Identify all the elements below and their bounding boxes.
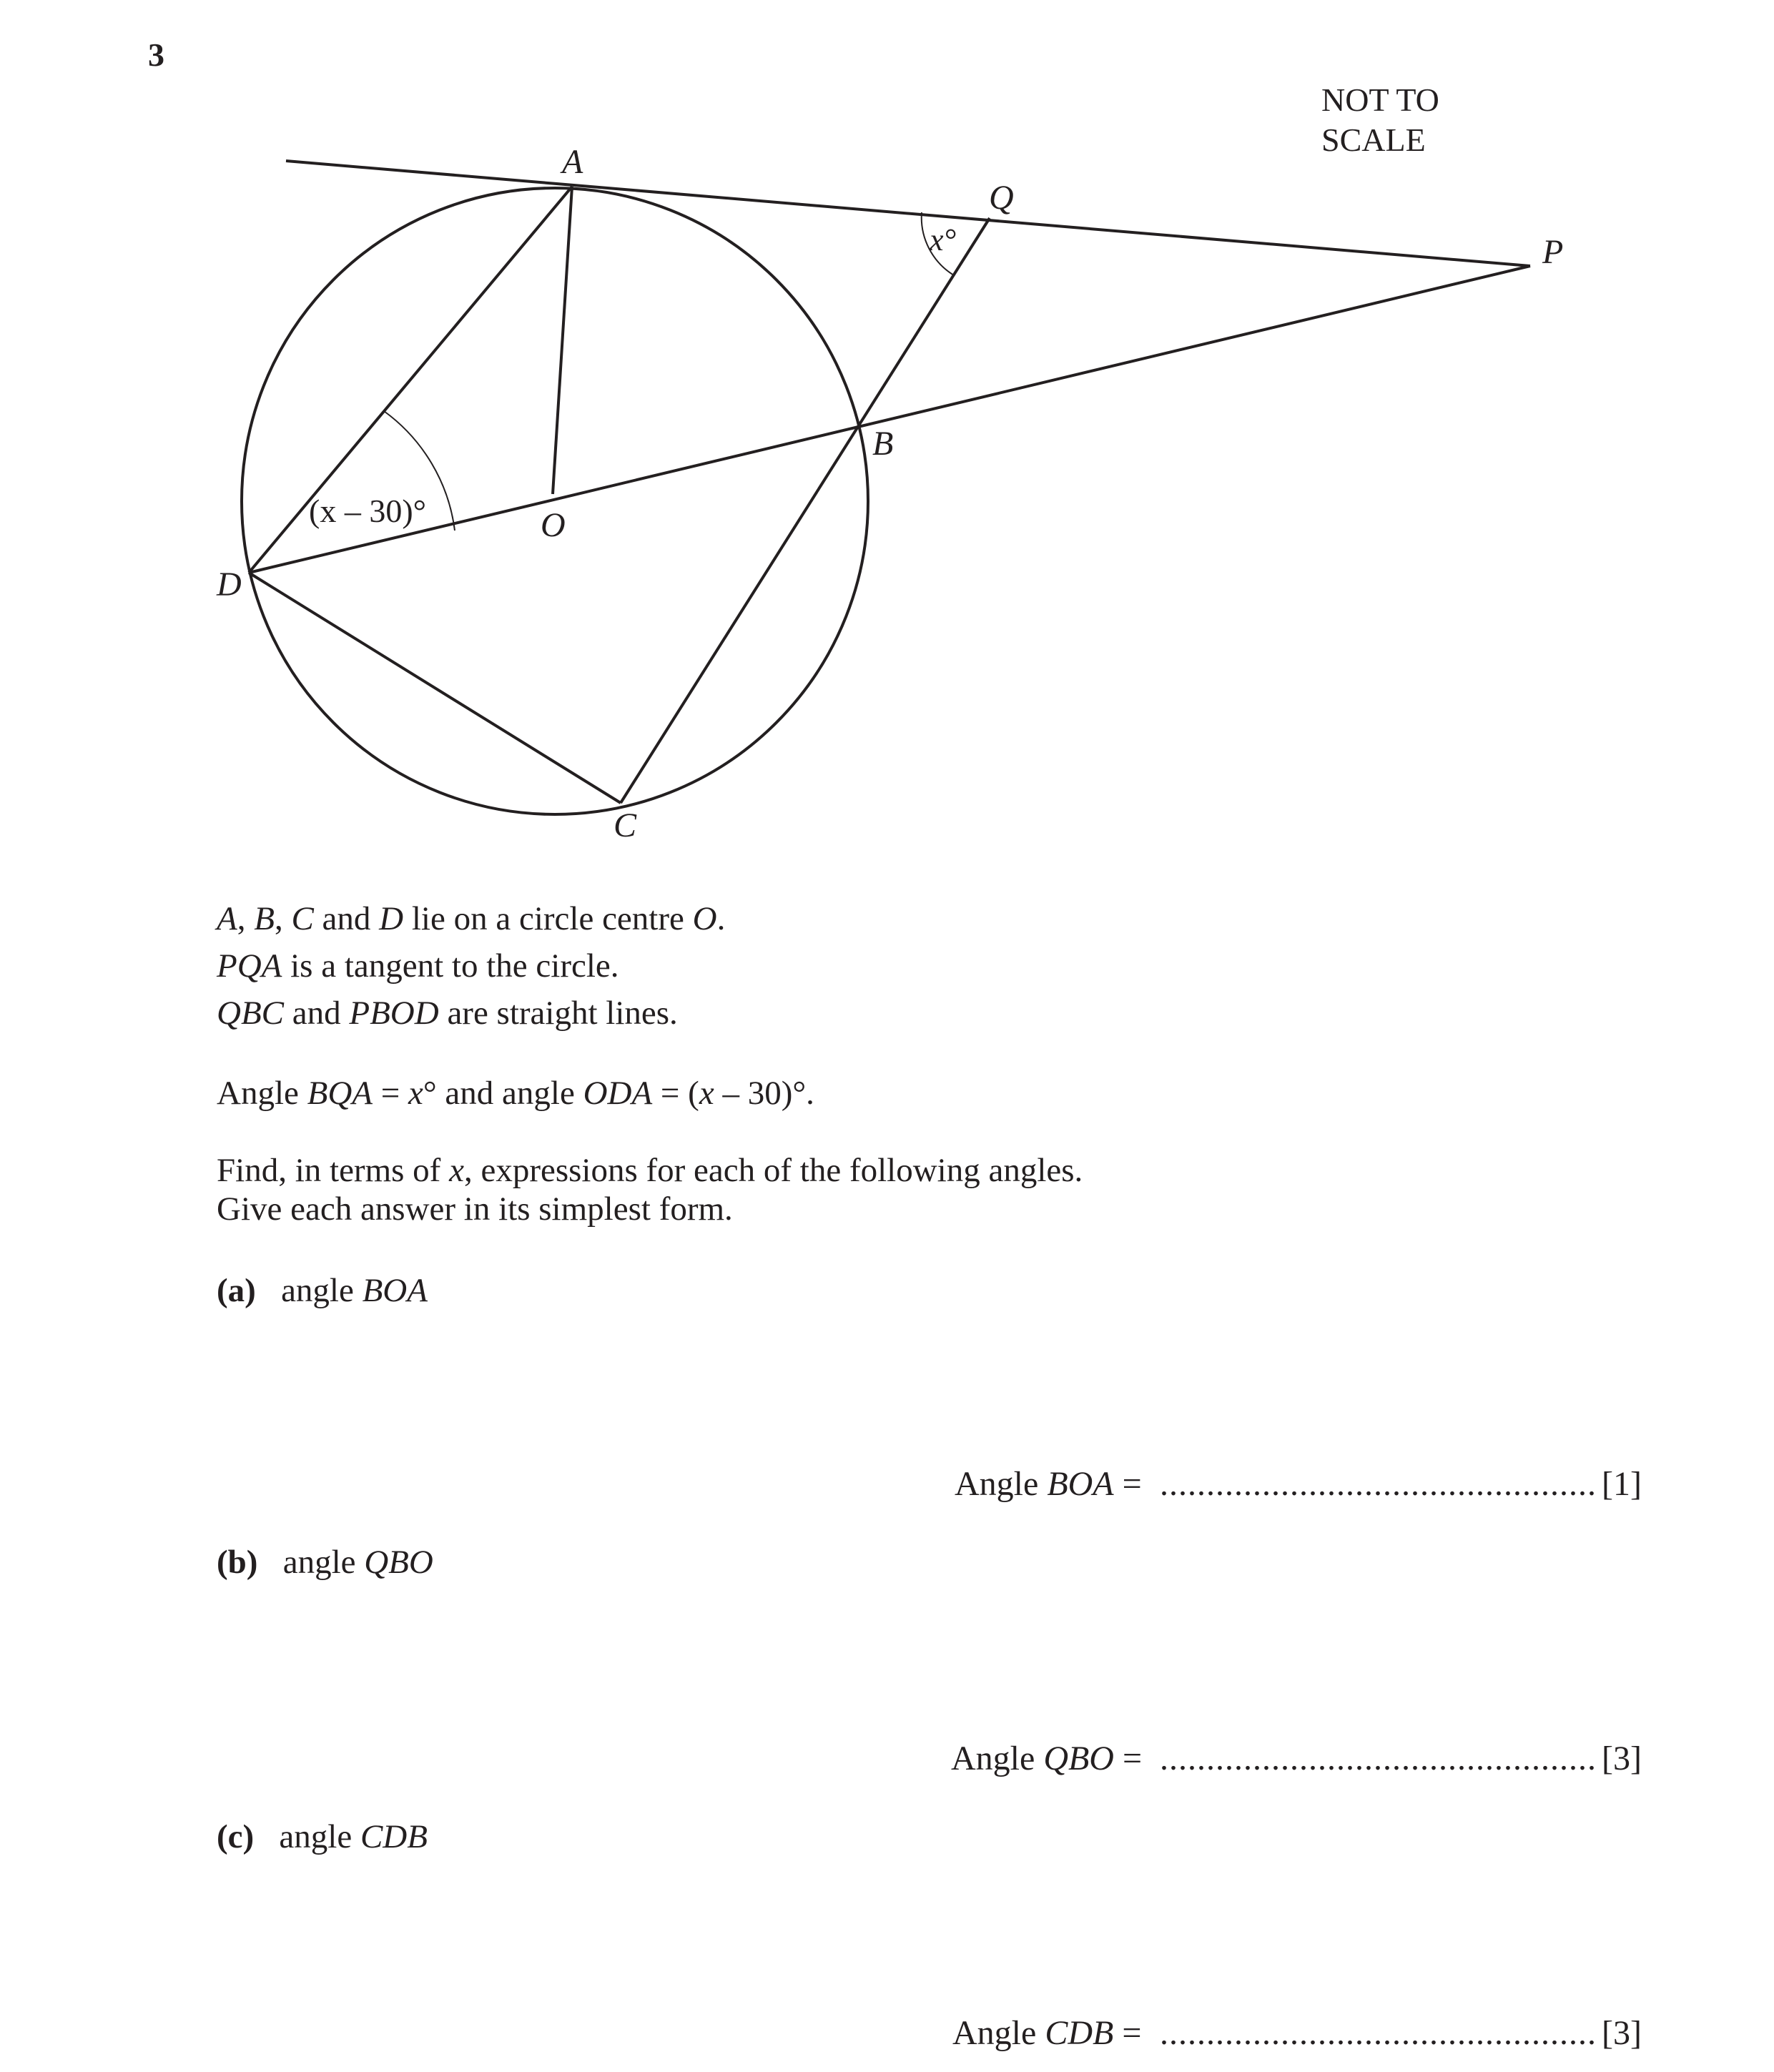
radius-oa — [553, 187, 572, 494]
question-number: 3 — [148, 36, 164, 73]
part-a-marks: [1] — [1602, 1465, 1642, 1503]
part-a-answer-field[interactable]: ............................................... — [1160, 1465, 1597, 1503]
statement-3: QBC and PBOD are straight lines. — [217, 995, 678, 1032]
line-pbod — [249, 266, 1530, 573]
part-c-marks: [3] — [1602, 2014, 1642, 2052]
angle-info: Angle BQA = x° and angle ODA = (x – 30)°. — [217, 1075, 814, 1112]
instruction-1: Find, in terms of x, expressions for each of the following angles. — [217, 1152, 1083, 1189]
part-a-question: (a) angle BOA — [217, 1272, 428, 1309]
label-q: Q — [989, 179, 1014, 217]
label-p: P — [1542, 233, 1564, 271]
part-c-answer-row: Angle CDB = — [952, 2014, 1142, 2052]
tangent-line-pqa — [286, 161, 1530, 266]
angle-label-x-minus-30: (x – 30)° — [309, 493, 427, 529]
part-b-answer-row: Angle QBO = — [951, 1740, 1143, 1777]
label-d: D — [217, 566, 242, 603]
label-a: A — [562, 143, 583, 181]
instructions — [217, 1151, 1083, 1228]
not-to-scale-line-2: SCALE — [1321, 122, 1426, 158]
statement-1: A, B, C and D lie on a circle centre O. — [217, 900, 726, 937]
statements — [217, 895, 725, 1037]
part-c-question: (c) angle CDB — [217, 1818, 428, 1855]
line-qbc — [621, 218, 990, 803]
instruction-2: Give each answer in its simplest form. — [217, 1190, 733, 1228]
label-c: C — [613, 806, 637, 844]
not-to-scale-line-1: NOT TO — [1321, 82, 1439, 118]
label-b: B — [872, 425, 894, 463]
angle-label-x: x° — [930, 222, 957, 257]
circle-geometry-diagram — [0, 0, 1774, 879]
part-b-marks: [3] — [1602, 1740, 1642, 1777]
part-b-answer-field[interactable]: ............................................... — [1160, 1740, 1597, 1777]
label-o: O — [541, 506, 566, 544]
part-b-question: (b) angle QBO — [217, 1544, 433, 1581]
part-c-answer-field[interactable]: ............................................... — [1160, 2014, 1597, 2052]
statement-2: PQA is a tangent to the circle. — [217, 947, 619, 985]
part-a-answer-row: Angle BOA = — [955, 1465, 1142, 1503]
